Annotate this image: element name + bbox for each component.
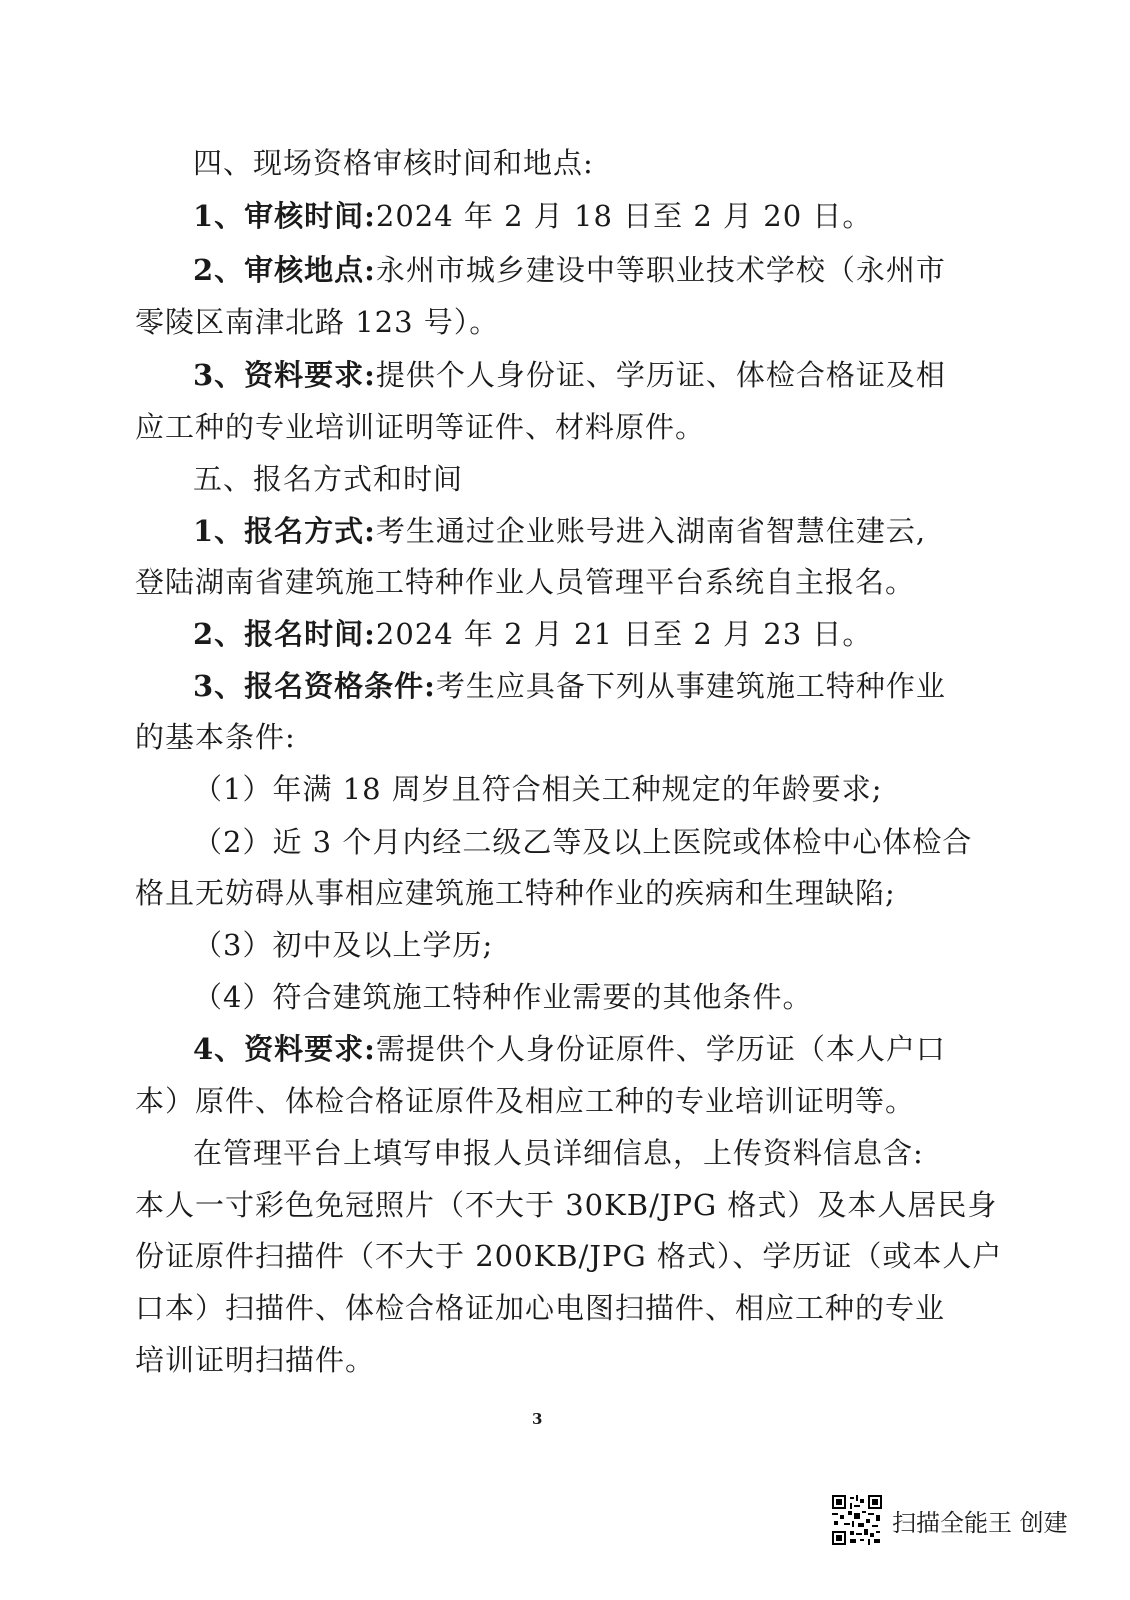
condition-4: （4）符合建筑施工特种作业需要的其他条件。 [193, 980, 813, 1014]
signup-time-label: 2、报名时间: [193, 617, 376, 651]
review-materials-continuation: 应工种的专业培训证明等证件、材料原件。 [135, 410, 706, 444]
upload-info-line-1: 在管理平台上填写申报人员详细信息，上传资料信息含: [193, 1136, 924, 1170]
signup-time-paragraph [193, 614, 872, 654]
eligibility-value: 考生应具备下列从事建筑施工特种作业 [435, 669, 946, 703]
upload-info-line-5: 培训证明扫描件。 [135, 1343, 376, 1377]
signup-method-paragraph [193, 511, 926, 551]
review-time-label: 1、审核时间: [193, 199, 376, 233]
section4-title: 四、现场资格审核时间和地点: [193, 146, 594, 180]
condition-2: （2）近 3 个月内经二级乙等及以上医院或体检中心体检合 [193, 825, 973, 859]
review-place-continuation: 零陵区南津北路 123 号）。 [135, 305, 500, 339]
eligibility-label: 3、报名资格条件: [193, 669, 436, 703]
condition-1: （1）年满 18 周岁且符合相关工种规定的年龄要求; [193, 772, 883, 806]
review-materials-value: 提供个人身份证、学历证、体检合格证及相 [375, 358, 946, 392]
review-place-paragraph [193, 250, 946, 290]
signup-method-continuation: 登陆湖南省建筑施工特种作业人员管理平台系统自主报名。 [135, 565, 916, 599]
signup-method-label: 1、报名方式: [193, 514, 376, 548]
eligibility-paragraph [193, 666, 946, 706]
page-number: 3 [532, 1410, 543, 1428]
upload-info-line-4: 口本）扫描件、体检合格证加心电图扫描件、相应工种的专业 [135, 1291, 946, 1325]
signup-materials-paragraph [193, 1029, 946, 1069]
signup-time-value: 2024 年 2 月 21 日至 2 月 23 日。 [375, 617, 873, 651]
eligibility-continuation: 的基本条件: [135, 720, 296, 754]
review-time-paragraph [193, 196, 872, 236]
review-materials-paragraph [193, 355, 946, 395]
scanner-watermark [832, 1495, 1068, 1545]
review-place-value: 永州市城乡建设中等职业技术学校（永州市 [375, 253, 946, 287]
upload-info-line-2: 本人一寸彩色免冠照片（不大于 30KB/JPG 格式）及本人居民身 [135, 1188, 998, 1222]
section5-title: 五、报名方式和时间 [193, 462, 464, 496]
signup-materials-label: 4、资料要求: [193, 1032, 376, 1066]
signup-materials-value: 需提供个人身份证原件、学历证（本人户口 [375, 1032, 946, 1066]
condition-3: （3）初中及以上学历; [193, 928, 494, 962]
signup-method-value: 考生通过企业账号进入湖南省智慧住建云, [375, 514, 927, 548]
scanner-watermark-text: 扫描全能王 创建 [892, 1508, 1068, 1537]
signup-materials-continuation: 本）原件、体检合格证原件及相应工种的专业培训证明等。 [135, 1084, 916, 1118]
upload-info-line-3: 份证原件扫描件（不大于 200KB/JPG 格式）、学历证（或本人户 [135, 1239, 1003, 1273]
review-place-label: 2、审核地点: [193, 253, 376, 287]
review-time-value: 2024 年 2 月 18 日至 2 月 20 日。 [375, 199, 873, 233]
qr-code-icon [832, 1495, 882, 1545]
condition-2-continuation: 格且无妨碍从事相应建筑施工特种作业的疾病和生理缺陷; [135, 876, 896, 910]
review-materials-label: 3、资料要求: [193, 358, 376, 392]
